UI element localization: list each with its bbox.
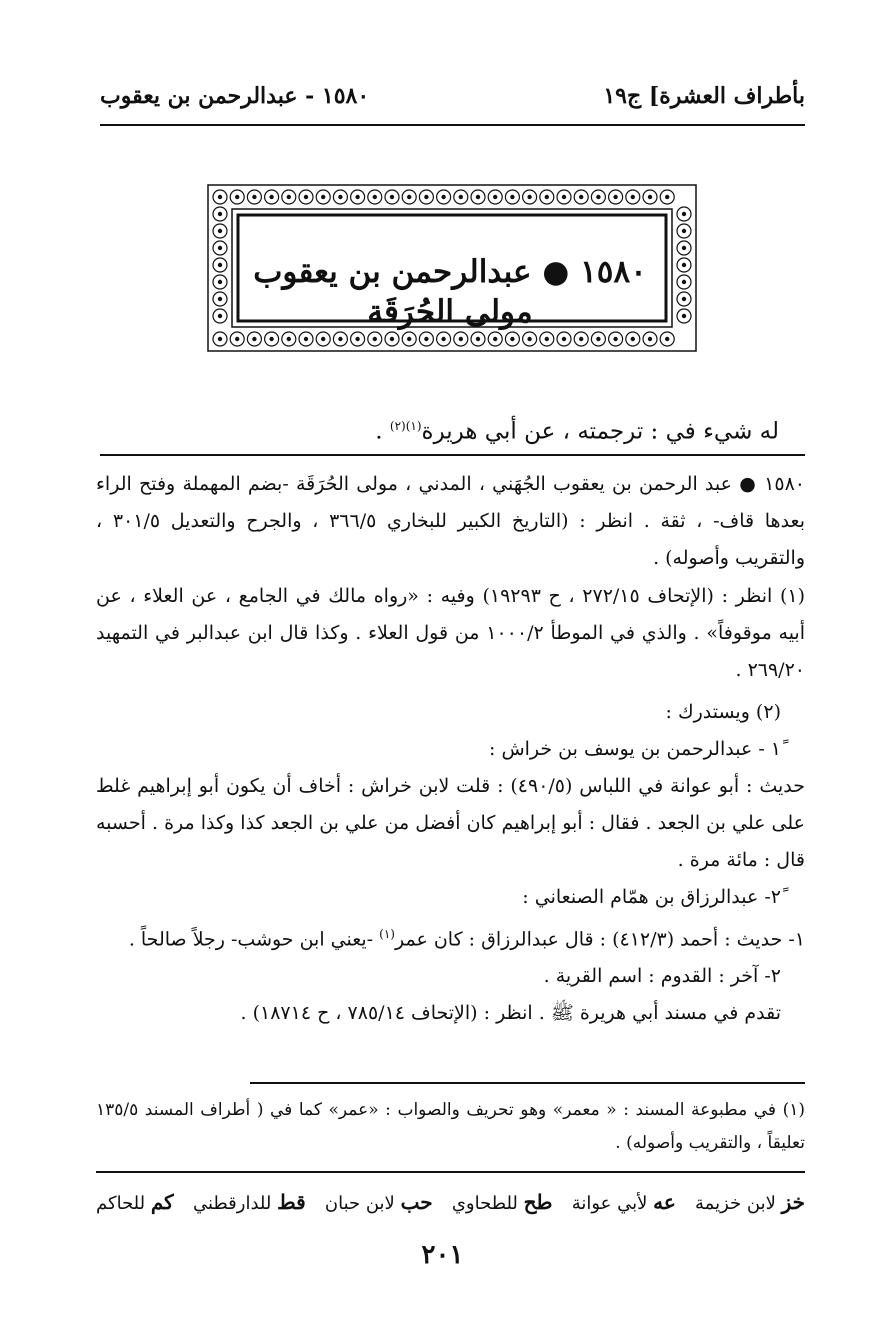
frame-ornament-dot — [218, 280, 222, 284]
abbreviation-legend — [96, 1182, 805, 1222]
note-1-paragraph: (١) انظر : (الإتحاف ٢٧٢/١٥ ، ح ١٩٢٩٣) وفيه : «رواه مالك في الجامع ، عن العلاء ، عن أبيه موقوفاً» . والذي في الموطأ ١٠٠٠/٢ من قول العلاء . وكذا قال ابن عبدالبر في التمهيد ٢٦٩/٢٠ . — [96, 585, 805, 681]
frame-ornament-dot — [218, 337, 222, 341]
intro-footnote-refs: (١)(٢) — [389, 419, 422, 433]
frame-ornament-dot — [338, 337, 342, 341]
frame-ornament-dot — [304, 195, 308, 199]
legend-code: خز — [781, 1190, 805, 1214]
legend-code: قط — [277, 1190, 306, 1214]
note-2-item-1-title: ١ً - عبدالرحمن بن يوسف بن خراش : — [489, 738, 781, 760]
legend-rule — [96, 1171, 805, 1173]
frame-ornament-dot — [218, 229, 222, 233]
frame-ornament-dot — [218, 314, 222, 318]
frame-ornament-dot — [648, 195, 652, 199]
frame-ornament-dot — [407, 337, 411, 341]
footnote-rule — [250, 1082, 805, 1084]
note-2-item-2-title: ٢ً- عبدالرزاق بن همّام الصنعاني : — [522, 886, 781, 908]
intro-text: له شيء في : ترجمته ، عن أبي هريرة — [421, 418, 779, 445]
frame-ornament-dot — [287, 195, 291, 199]
frame-ornament-dot — [648, 337, 652, 341]
frame-ornament-dot — [682, 246, 686, 250]
entry-intro — [140, 408, 779, 450]
frame-ornament-dot — [252, 195, 256, 199]
frame-ornament-dot — [613, 337, 617, 341]
legend-code: طح — [523, 1190, 553, 1214]
legend-label: للدارقطني — [192, 1193, 272, 1214]
item-2-line-1-start: ١- حديث : أحمد (٤١٢/٣) : قال عبدالرزاق : كان عمر — [394, 928, 805, 951]
frame-ornament-dot — [682, 280, 686, 284]
legend-item — [96, 1190, 174, 1214]
frame-ornament-dot — [252, 337, 256, 341]
frame-ornament-dot — [218, 263, 222, 267]
frame-ornament-dot — [321, 337, 325, 341]
frame-ornament-dot — [682, 212, 686, 216]
frame-ornament-dot — [665, 337, 669, 341]
frame-ornament-dot — [493, 337, 497, 341]
frame-ornament-dot — [287, 337, 291, 341]
entry-title: ١٥٨٠ ● عبدالرحمن بن يعقوب مولى الحُرَقَة — [253, 254, 647, 330]
header-entry-title: ١٥٨٠ - عبدالرحمن بن يعقوب — [100, 83, 370, 109]
frame-ornament-dot — [355, 337, 359, 341]
frame-ornament-dot — [631, 195, 635, 199]
frame-ornament-dot — [596, 337, 600, 341]
frame-ornament-dot — [235, 337, 239, 341]
legend-code: كم — [150, 1190, 174, 1214]
frame-ornament-dot — [596, 195, 600, 199]
frame-ornament-dot — [373, 337, 377, 341]
intro-rule — [100, 454, 805, 456]
frame-ornament-dot — [218, 195, 222, 199]
frame-ornament-dot — [579, 337, 583, 341]
page-number: ٢٠١ — [421, 1240, 464, 1270]
frame-ornament-dot — [476, 195, 480, 199]
frame-ornament-dot — [510, 195, 514, 199]
frame-ornament-dot — [459, 195, 463, 199]
legend-label: للطحاوي — [451, 1193, 518, 1214]
note-2-item-2-line-3: تقدم في مسند أبي هريرة ﷺ . انظر : (الإتحاف ٧٨٥/١٤ ، ح ١٨٧١٤) . — [240, 1002, 781, 1025]
frame-ornament-dot — [562, 337, 566, 341]
legend-code: حب — [400, 1190, 433, 1214]
frame-ornament-dot — [665, 195, 669, 199]
frame-ornament-dot — [269, 337, 273, 341]
legend-label: لابن خزيمة — [695, 1193, 776, 1214]
legend-item — [325, 1190, 433, 1214]
frame-ornament-dot — [527, 195, 531, 199]
running-header — [100, 76, 805, 116]
legend-item — [452, 1190, 553, 1214]
frame-ornament-dot — [510, 337, 514, 341]
frame-ornament-dot — [235, 195, 239, 199]
frame-ornament-dot — [441, 337, 445, 341]
frame-ornament-dot — [407, 195, 411, 199]
item-2-footnote-ref: (١) — [379, 927, 395, 941]
frame-ornament-dot — [269, 195, 273, 199]
legend-code: عه — [653, 1190, 676, 1214]
frame-ornament-dot — [424, 337, 428, 341]
frame-ornament-dot — [631, 337, 635, 341]
legend-item — [572, 1190, 676, 1214]
frame-ornament-dot — [441, 195, 445, 199]
frame-ornament-dot — [304, 337, 308, 341]
frame-ornament-dot — [545, 337, 549, 341]
frame-ornament-dot — [682, 263, 686, 267]
frame-ornament-dot — [493, 195, 497, 199]
frame-ornament-dot — [355, 195, 359, 199]
item-2-line-1-end: -يعني ابن حوشب- رجلاً صالحاً . — [128, 928, 380, 951]
frame-ornament-dot — [390, 195, 394, 199]
legend-label: لابن حبان — [324, 1193, 395, 1214]
note-2-heading: (٢) ويستدرك : — [665, 701, 781, 723]
legend-item — [193, 1190, 306, 1214]
frame-ornament-dot — [424, 195, 428, 199]
frame-ornament-dot — [562, 195, 566, 199]
frame-ornament-dot — [218, 246, 222, 250]
frame-ornament-dot — [373, 195, 377, 199]
biography-paragraph: ١٥٨٠ ● عبد الرحمن بن يعقوب الجُهَني ، المدني ، مولى الحُرَقَة -بضم المهملة وفتح الراء بعدها قاف- ، ثقة . انظر : (التاريخ الكبير للبخاري ٣٦٦/٥ ، والجرح والتعديل ٣٠١/٥ ، والتقريب وأصوله) . — [96, 473, 806, 569]
header-rule — [100, 124, 805, 126]
footnote-paragraph: (١) في مطبوعة المسند : « معمر» وهو تحريف والصواب : «عمر» كما في ( أطراف المسند ١٣٥/٥ تعليقاً ، والتقريب وأصوله) . — [96, 1100, 805, 1153]
legend-label: للحاكم — [96, 1193, 146, 1214]
frame-ornament-dot — [476, 337, 480, 341]
note-2-block — [96, 694, 805, 1032]
note-2-item-1-text: حديث : أبو عوانة في اللباس (٤٩٠/٥) : قلت لابن خراش : أخاف أن يكون أبو إبراهيم غلط على علي بن الجعد . فقال : أبو إبراهيم كان أفضل من علي بن الجعد كذا وكذا مرة . أحسبه قال : مائة مرة . — [96, 775, 805, 871]
frame-ornament-dot — [682, 297, 686, 301]
frame-ornament-dot — [545, 195, 549, 199]
frame-ornament-dot — [527, 337, 531, 341]
intro-end: . — [375, 418, 390, 445]
frame-ornament-dot — [390, 337, 394, 341]
frame-ornament-dot — [682, 229, 686, 233]
frame-ornament-dot — [579, 195, 583, 199]
legend-label: لأبي عوانة — [571, 1193, 648, 1214]
frame-ornament-dot — [613, 195, 617, 199]
frame-ornament-dot — [459, 337, 463, 341]
frame-ornament-dot — [321, 195, 325, 199]
note-2-item-2-line-1 — [96, 916, 805, 958]
legend-item — [695, 1190, 805, 1214]
frame-ornament-dot — [338, 195, 342, 199]
frame-ornament-dot — [682, 314, 686, 318]
header-book-title: بأطراف العشرة] ج١٩ — [603, 83, 805, 109]
frame-ornament-dot — [218, 297, 222, 301]
note-2-item-2-line-2: ٢- آخر : القدوم : اسم القرية . — [543, 965, 781, 988]
frame-ornament-dot — [218, 212, 222, 216]
